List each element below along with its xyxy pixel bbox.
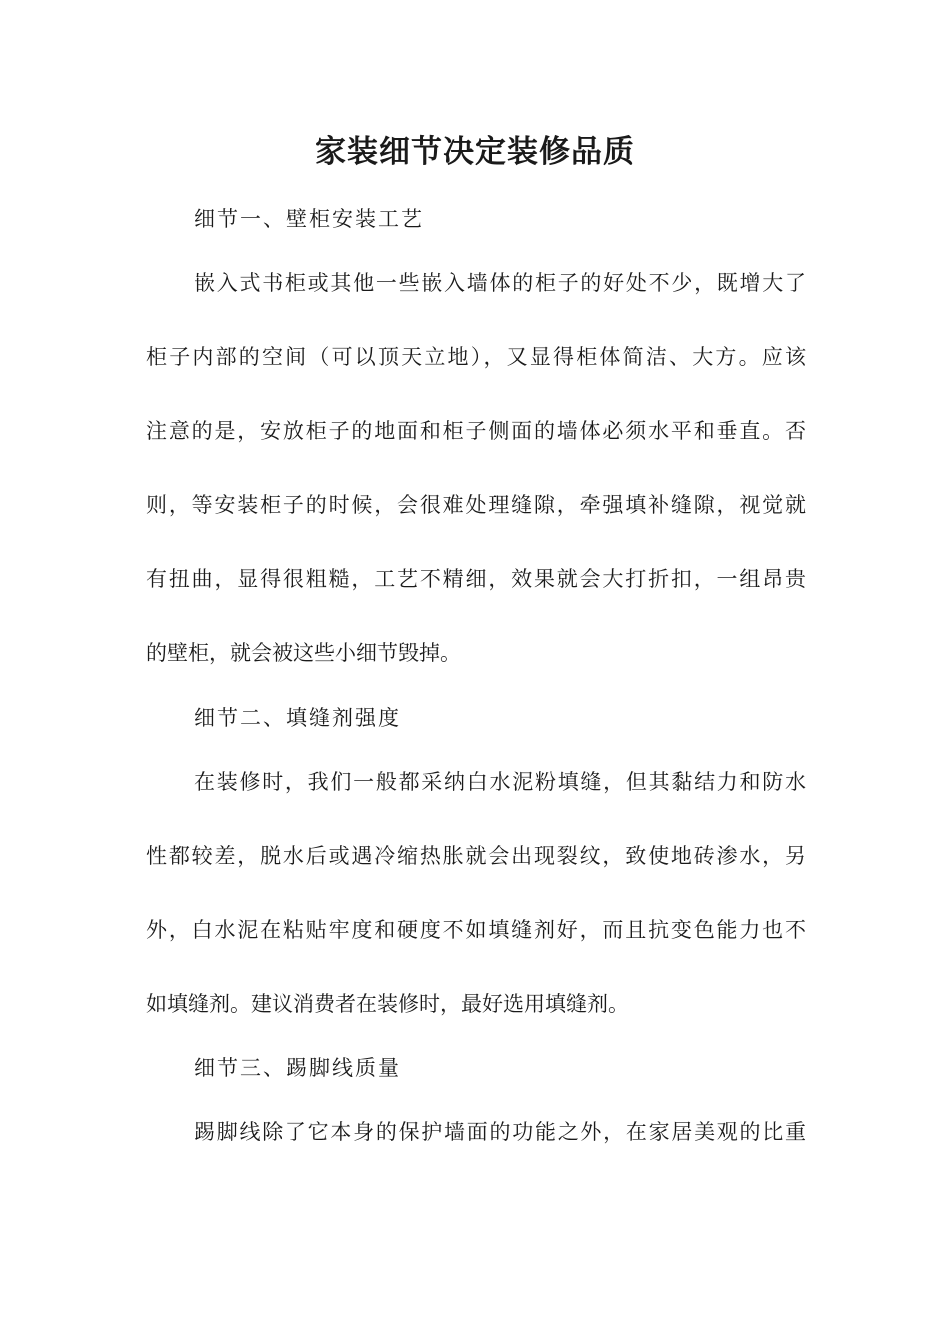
- document-title: 家装细节决定装修品质: [315, 134, 635, 170]
- paragraph-line: 则，等安装柜子的时候，会很难处理缝隙，牵强填补缝隙，视觉就: [146, 493, 806, 517]
- paragraph-line: 柜子内部的空间（可以顶天立地），又显得柜体简洁、大方。应该: [146, 345, 806, 369]
- paragraph-line: 的壁柜，就会被这些小细节毁掉。: [146, 641, 461, 665]
- paragraph-line: 嵌入式书柜或其他一些嵌入墙体的柜子的好处不少，既增大了: [194, 271, 806, 295]
- paragraph-line: 性都较差，脱水后或遇冷缩热胀就会出现裂纹，致使地砖渗水，另: [146, 844, 806, 868]
- paragraph-line: 外，白水泥在粘贴牢度和硬度不如填缝剂好，而且抗变色能力也不: [146, 918, 806, 942]
- paragraph-line: 如填缝剂。建议消费者在装修时，最好选用填缝剂。: [146, 992, 629, 1016]
- paragraph-line: 踢脚线除了它本身的保护墙面的功能之外，在家居美观的比重: [194, 1120, 806, 1144]
- paragraph-line: 注意的是，安放柜子的地面和柜子侧面的墙体必须水平和垂直。否: [146, 419, 806, 443]
- section-heading: 细节二、填缝剂强度: [194, 706, 401, 730]
- section-heading: 细节三、踢脚线质量: [194, 1056, 401, 1080]
- section-heading: 细节一、壁柜安装工艺: [194, 207, 424, 231]
- paragraph-line: 有扭曲，显得很粗糙，工艺不精细，效果就会大打折扣，一组昂贵: [146, 567, 806, 591]
- paragraph-line: 在装修时，我们一般都采纳白水泥粉填缝，但其黏结力和防水: [194, 770, 806, 794]
